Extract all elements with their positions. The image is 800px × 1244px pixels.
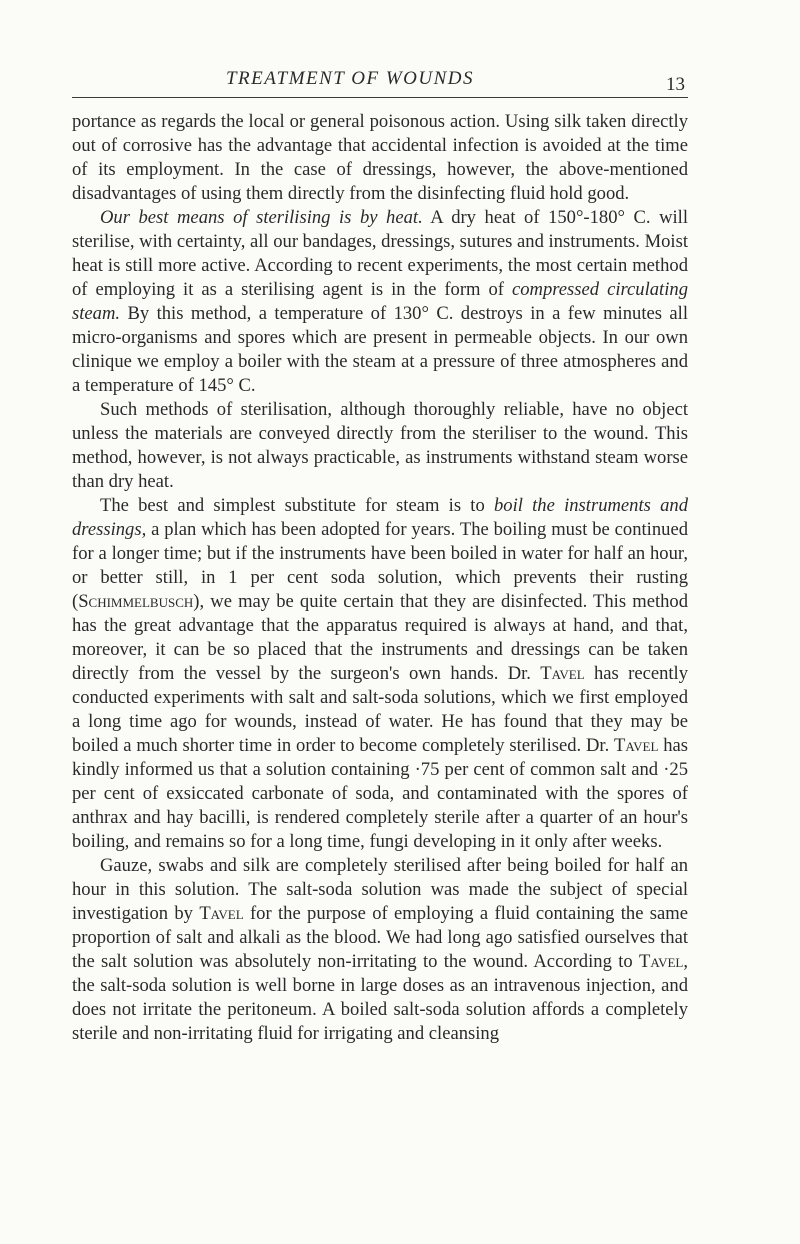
paragraph-text: A dry heat of 150°-180° C. will sterilise, with certainty, all our bandages, dressings, sutures and instruments. Moist heat is still more active. According to recent experiments, the most certain method of employing it as a sterilising agent is in the form of (72, 207, 688, 300)
header-rule (72, 97, 688, 98)
author-name: Tavel (614, 735, 659, 756)
paragraph-2 (72, 206, 688, 398)
author-name: Tavel (199, 903, 244, 924)
body-text (72, 110, 688, 1046)
paragraph-text: The best and simplest substitute for steam is to (100, 495, 494, 516)
page-number: 13 (666, 74, 685, 95)
paragraph-3 (72, 398, 688, 494)
paragraph-text: , the salt-soda solution is well borne in large doses as an intravenous injection, and does not irritate the peritoneum. A boiled salt-soda solution affords a completely sterile and non-irritating fluid for irrigating and cleansing (72, 951, 688, 1044)
paragraph-text: Such methods of sterilisation, although thoroughly reliable, have no object unless the materials are conveyed directly from the steriliser to the wound. This method, however, is not always practicable, as instruments withstand steam worse than dry heat. (72, 399, 688, 492)
paragraph-text: ), we may be quite certain that they are disinfected. This method has the great advantage that the apparatus required is always at hand, and that, moreover, it can be so placed that the instruments and dressings can be taken directly from the vessel by the surgeon's own hands. Dr. (72, 591, 688, 684)
paragraph-text: a plan which has been adopted for years. The boiling must be continued for a longer time; but if the instruments have been boiled in water for half an hour, or better still, in 1 per cent soda solution, which prevents their rusting ( (72, 519, 688, 612)
paragraph-text: portance as regards the local or general poisonous action. Using silk taken directly out of corrosive has the advantage that accidental infection is avoided at the time of its employment. In the case of dressings, however, the above-mentioned disadvantages of using them directly from the disinfecting fluid hold good. (72, 111, 688, 204)
italic-text: Our best means of sterilising is by heat. (100, 207, 423, 228)
author-name: Tavel (639, 951, 684, 972)
italic-text: compressed circulating steam. (72, 279, 688, 324)
paragraph-text: has recently conducted experiments with salt and salt-soda solutions, which we first employed a long time ago for wounds, instead of water. He has found that they may be boiled a much shorter time in order to become completely sterilised. Dr. (72, 663, 688, 756)
paragraph-5 (72, 854, 688, 1046)
paragraph-4 (72, 494, 688, 854)
author-name: Schimmelbusch (78, 591, 194, 612)
paragraph-1 (72, 110, 688, 206)
paragraph-text: Gauze, swabs and silk are completely sterilised after being boiled for half an hour in this solution. The salt-soda solution was made the subject of special investigation by (72, 855, 688, 924)
italic-text: boil the instruments and dressings, (72, 495, 688, 540)
running-head: TREATMENT OF WOUNDS (225, 68, 475, 89)
paragraph-text: has kindly informed us that a solution containing ·75 per cent of common salt and ·25 per cent of exsiccated carbonate of soda, and contaminated with the spores of anthrax and hay bacilli, is rendered completely sterile after a quarter of an hour's boiling, and remains so for a long time, fungi developing in it only after weeks. (72, 735, 688, 852)
author-name: Tavel (540, 663, 585, 684)
paragraph-text: By this method, a temperature of 130° C. destroys in a few minutes all micro-organisms and spores which are present in permeable objects. In our own clinique we employ a boiler with the steam at a pressure of three atmospheres and a temperature of 145° C. (72, 303, 688, 396)
paragraph-text: for the purpose of employing a fluid containing the same proportion of salt and alkali as the blood. We had long ago satisfied ourselves that the salt solution was absolutely non-irritating to the wound. According to (72, 903, 688, 972)
